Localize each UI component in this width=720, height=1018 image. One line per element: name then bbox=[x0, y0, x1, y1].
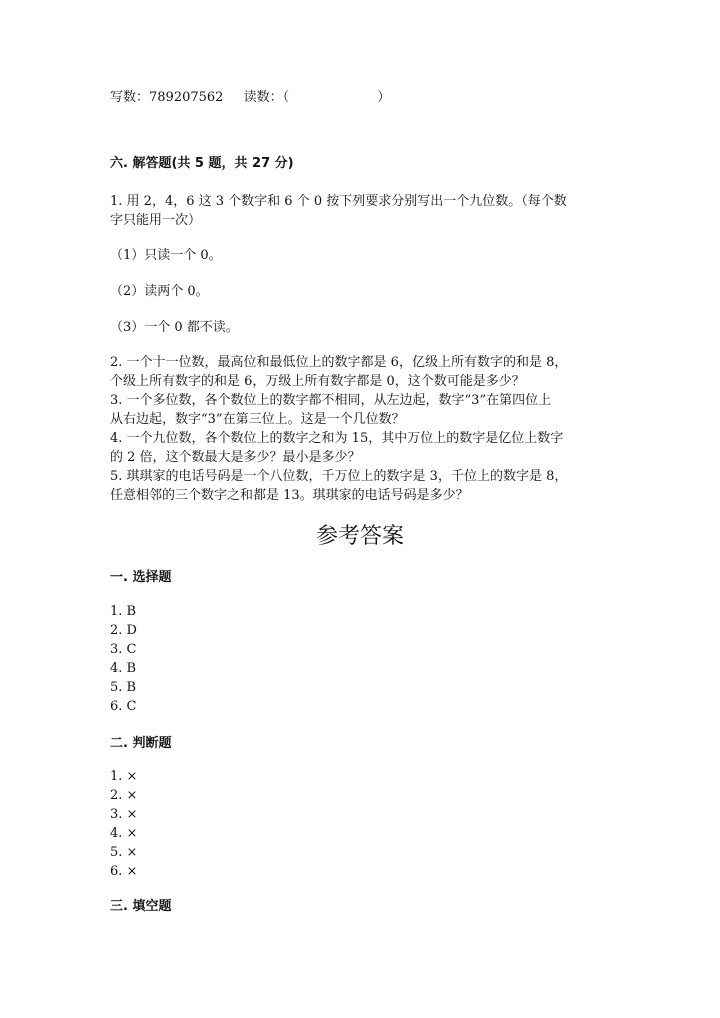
q2-line2: 个级上所有数字的和是 6，万级上所有数字都是 0，这个数可能是多少？ bbox=[110, 374, 525, 389]
answer-item: 3. C bbox=[110, 642, 137, 657]
q1-line2: 字只能用一次） bbox=[110, 213, 202, 228]
answer-item: 4. B bbox=[110, 661, 137, 676]
read-label: 读数：（ bbox=[243, 90, 290, 105]
answer-item: 3. × bbox=[110, 807, 138, 822]
q5-line2: 任意相邻的三个数字之和都是 13。琪琪家的电话号码是多少？ bbox=[110, 488, 469, 503]
write-label: 写数：789207562 bbox=[110, 90, 224, 105]
answer-item: 6. C bbox=[110, 699, 137, 714]
q2-line1: 2. 一个十一位数，最高位和最低位上的数字都是 6，亿级上所有数字的和是 8， bbox=[110, 355, 568, 370]
answer-item: 2. D bbox=[110, 623, 137, 638]
q3-line1: 3. 一个多位数，各个数位上的数字都不相同，从左边起，数字“3”在第四位上 bbox=[110, 393, 552, 408]
answer-item: 1. B bbox=[110, 604, 137, 619]
q1-part1: （1）只读一个 0。 bbox=[110, 248, 222, 263]
answers-title: 参考答案 bbox=[315, 524, 404, 549]
section6-heading: 六. 解答题(共 5 题，共 27 分) bbox=[110, 156, 294, 171]
write-read-line bbox=[110, 88, 390, 107]
answer-item: 4. × bbox=[110, 826, 138, 841]
answer-item: 6. × bbox=[110, 864, 138, 879]
answer-item: 1. × bbox=[110, 769, 138, 784]
q4-line1: 4. 一个九位数，各个数位上的数字之和为 15，其中万位上的数字是亿位上数字 bbox=[110, 431, 564, 446]
q1-part3: （3）一个 0 都不读。 bbox=[110, 320, 239, 335]
answer-item: 5. B bbox=[110, 680, 137, 695]
read-close: ） bbox=[377, 90, 391, 105]
answers-s3-heading: 三. 填空题 bbox=[110, 899, 172, 914]
q5-line1: 5. 琪琪家的电话号码是一个八位数，千万位上的数字是 3，千位上的数字是 8， bbox=[110, 469, 568, 484]
q3-line2: 从右边起，数字“3”在第三位上。这是一个几位数？ bbox=[110, 412, 405, 427]
q1-part2: （2）读两个 0。 bbox=[110, 284, 209, 299]
q1-line1: 1. 用 2，4，6 这 3 个数字和 6 个 0 按下列要求分别写出一个九位数。（每个数 bbox=[110, 194, 567, 209]
answer-item: 5. × bbox=[110, 845, 138, 860]
q4-line2: 的 2 倍，这个数最大是多少？最小是多少？ bbox=[110, 450, 361, 465]
answer-item: 2. × bbox=[110, 788, 138, 803]
answers-s2-heading: 二. 判断题 bbox=[110, 736, 172, 751]
answers-s1-heading: 一. 选择题 bbox=[110, 570, 172, 585]
